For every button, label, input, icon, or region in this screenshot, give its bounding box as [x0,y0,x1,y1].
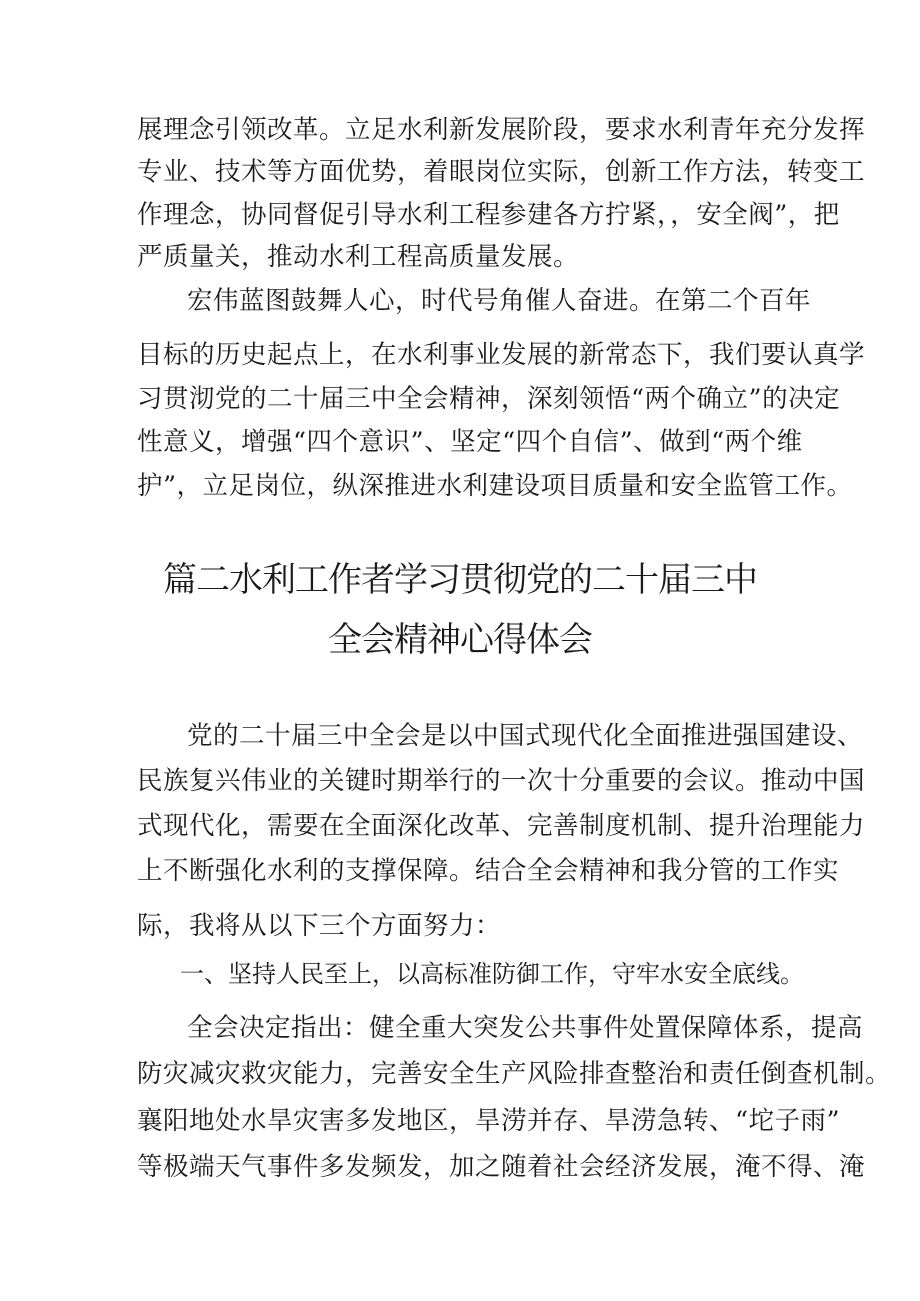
paragraph-2-line-3: 习贯沏党的二十届三中全会精神，深刻领悟“两个确立”的决定 [137,384,841,414]
paragraph-1-line-2: 专业、技术等方面优势，着眼岗位实际，创新工作方法，转变工 [137,157,866,187]
paragraph-3-line-1: 党的二十届三中全会是以中国式现代化全面推进强国建设、 [187,721,864,751]
paragraph-1-line-3: 作理念，协同督促引导水利工程参建各方拧紧，，安全阀”，把 [137,200,840,230]
paragraph-2-line-4: 性意义，增强“四个意识”、坚定“四个自信”、做到“两个维 [137,427,803,457]
paragraph-4-line-1: 全会决定指出：健全重大突发公共事件处置保障体系，提高 [187,1013,864,1043]
paragraph-4-line-2: 防灾减灾救灾能力，完善安全生产风险排查整治和责任倒查机制。 [137,1059,892,1089]
paragraph-3-line-5: 际，我将从以下三个方面努力： [137,911,502,941]
paragraph-3-line-3: 式现代化，需要在全面深化改革、完善制度机制、提升治理能力 [137,811,866,841]
paragraph-2-line-2: 目标的历史起点上，在水利事业发展的新常态下，我们要认真学 [137,340,866,370]
paragraph-2-line-5: 护”，立足岗位，纵深推进水利建设项目质量和安全监管工作。 [137,471,853,501]
paragraph-1-line-1: 展理念引领改革。立足水利新发展阶段，要求水利青年充分发挥 [137,115,866,145]
paragraph-1-line-4: 严质量关，推动水利工程高质量发展。 [137,242,580,272]
subheading-1: 一、坚持人民至上，以高标准防御工作，守牢水安全底线。 [180,960,804,988]
paragraph-4-line-4: 等极端天气事件多发频发，加之随着社会经济发展，淹不得、淹 [137,1152,866,1182]
section-title-line-1: 篇二水利工作者学习贯彻党的二十届三中 [163,560,757,600]
paragraph-4-line-3: 襄阳地处水旱灾害多发地区，旱涝并存、旱涝急转、“坨子雨” [137,1106,841,1136]
paragraph-2-line-1: 宏伟蓝图鼓舞人心，时代号角催人奋进。在第二个百年 [187,286,812,316]
paragraph-3-line-2: 民族复兴伟业的关键时期举行的一次十分重要的会议。推动中国 [137,766,866,796]
section-title-line-2: 全会精神心得体会 [328,620,592,660]
paragraph-3-line-4: 上不断强化水利的支撑保障。结合全会精神和我分管的工作实 [137,856,840,886]
